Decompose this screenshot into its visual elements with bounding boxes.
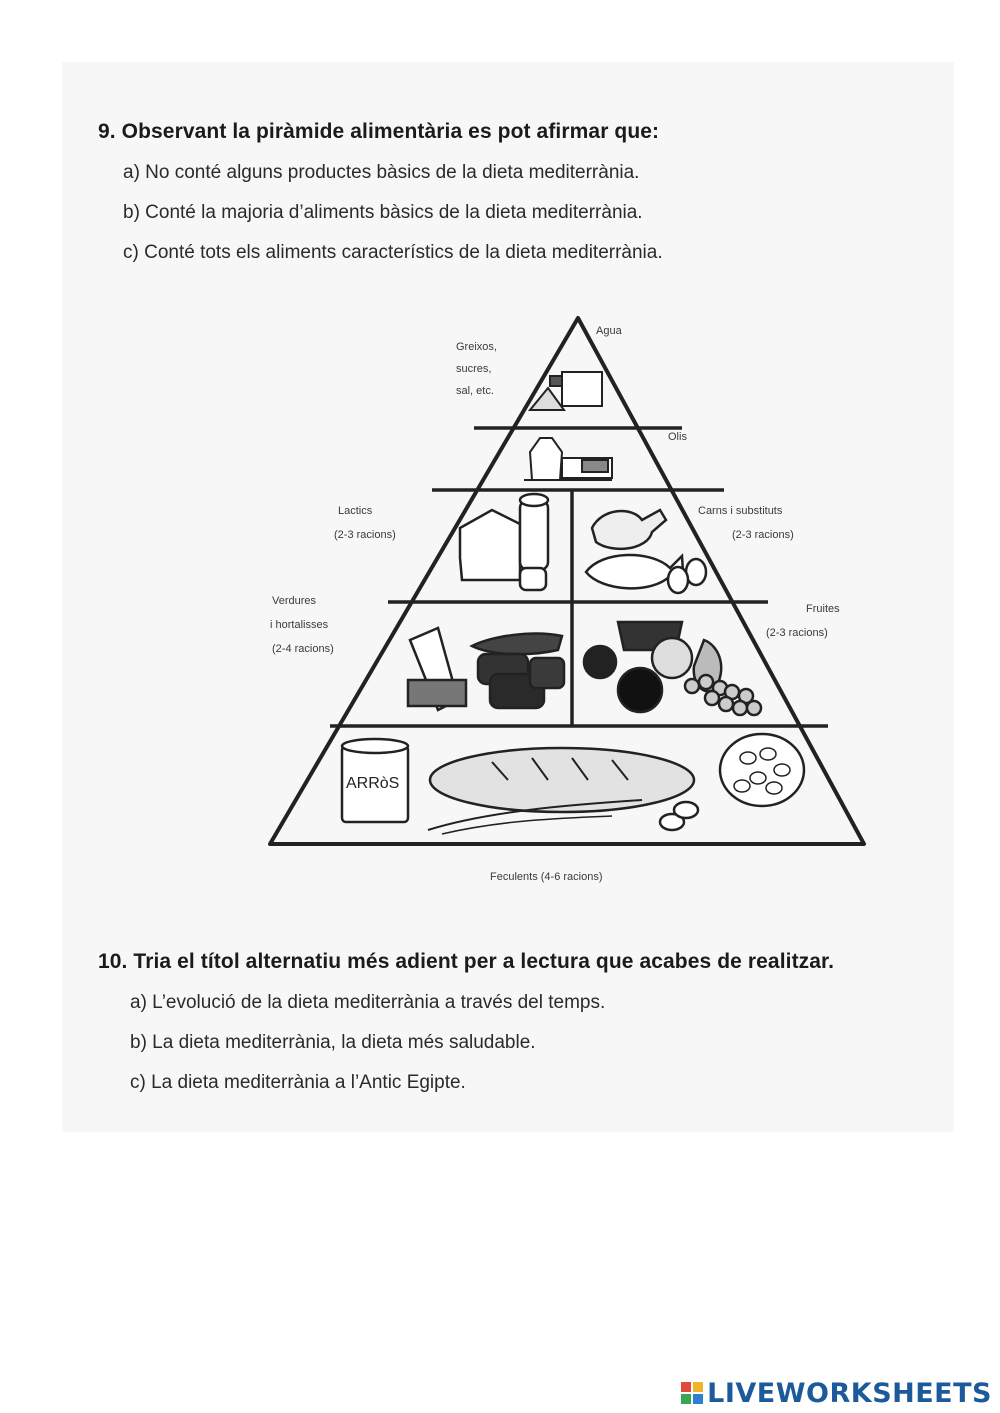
label-hortalisses: i hortalisses	[270, 619, 329, 631]
question-10-option-a: a) L’evolució de la dieta mediterrània a través del temps.	[130, 992, 606, 1013]
question-10-title: 10. Tria el títol alternatiu més adient per a lectura que acabes de realitzar.	[98, 950, 835, 973]
label-lactics: Lactics	[338, 505, 373, 517]
label-lactics-racions: (2-3 racions)	[334, 529, 396, 541]
dairy-drawing	[460, 494, 548, 590]
label-verdures-racions: (2-4 racions)	[272, 643, 334, 655]
question-10-option-b: b) La dieta mediterrània, la dieta més saludable.	[130, 1032, 536, 1053]
label-olis: Olis	[668, 431, 687, 443]
label-carns: Carns i substituts	[698, 505, 783, 517]
fruits-drawing	[584, 622, 761, 715]
question-9-option-a: a) No conté alguns productes bàsics de la dieta mediterrània.	[123, 162, 640, 183]
label-agua: Agua	[596, 325, 622, 337]
question-10-option-c: c) La dieta mediterrània a l’Antic Egipte.	[130, 1072, 466, 1093]
label-greixos-2: sucres,	[456, 363, 492, 375]
question-9-title: 9. Observant la piràmide alimentària es pot afirmar que:	[98, 120, 660, 143]
liveworksheets-brand-text: LIVEWORKSHEETS	[707, 1377, 992, 1409]
starches-drawing	[342, 734, 804, 834]
label-fruites: Fruites	[806, 603, 840, 615]
question-9-option-c: c) Conté tots els aliments característics de la dieta mediterrània.	[123, 242, 663, 263]
label-greixos-1: Greixos,	[456, 341, 497, 353]
liveworksheets-logo[interactable]	[681, 1376, 992, 1410]
rice-bag-text: ARRòS	[346, 775, 400, 792]
oils-drawing	[524, 438, 612, 480]
food-pyramid-figure	[262, 310, 872, 860]
vegetables-drawing	[408, 628, 564, 710]
label-greixos-3: sal, etc.	[456, 385, 494, 397]
label-carns-racions: (2-3 racions)	[732, 529, 794, 541]
question-9-option-b: b) Conté la majoria d’aliments bàsics de la dieta mediterrània.	[123, 202, 643, 223]
label-verdures: Verdures	[272, 595, 317, 607]
liveworksheets-logo-icon	[681, 1382, 703, 1404]
label-fruites-racions: (2-3 racions)	[766, 627, 828, 639]
label-feculents: Feculents (4-6 racions)	[490, 871, 603, 883]
